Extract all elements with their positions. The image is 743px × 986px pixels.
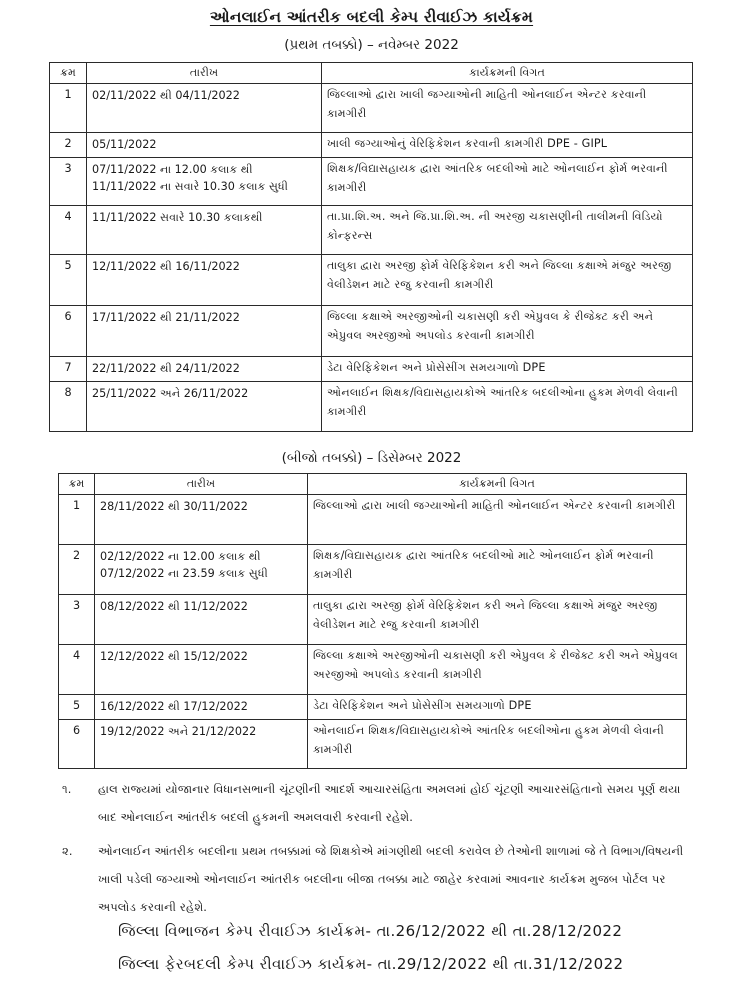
row-serial: 6 [59, 720, 95, 769]
row-date [87, 255, 322, 306]
row-serial: 3 [50, 158, 87, 206]
row-detail: ઓનલાઈન શિક્ષક/વિદ્યાસહાયકોએ આંતરિક બદલીઓના હુકમ મેળવી લેવાની કામગીરી [322, 382, 693, 432]
row-serial: 8 [50, 382, 87, 432]
note-number: ૧. [62, 782, 72, 796]
date-line: 22/11/2022 થી 24/11/2022 [92, 362, 240, 375]
row-serial: 7 [50, 357, 87, 382]
note-text: હાલ રાજ્યમાં યોજાનાર વિધાનસભાની ચૂંટણીની આદર્શ આચારસંહિતા અમલમાં હોઈ ચૂંટણી આચારસંહિતાનો સમય પૂર્ણ થયા બાદ ઓનલાઈન આંતરીક બદલી હુકમની અમલવારી કરવાની રહેશે. [98, 782, 681, 824]
header-serial: ક્રમ [50, 63, 87, 84]
row-detail: જિલ્લાઓ દ્વારા ખાલી જગ્યાઓની માહિતી ઓનલાઈન એન્ટર કરવાની કામગીરી [308, 495, 687, 545]
row-detail: ડેટા વેરિફિકેશન અને પ્રોસેસીંગ સમયગાળો DPE [322, 357, 693, 382]
row-detail: ઓનલાઈન શિક્ષક/વિદ્યાસહાયકોએ આંતરિક બદલીઓના હુકમ મેળવી લેવાની કામગીરી [308, 720, 687, 769]
table-header-row [50, 63, 693, 84]
row-serial: 1 [59, 495, 95, 545]
row-date [95, 645, 308, 695]
table-header-row [59, 474, 687, 495]
row-detail: શિક્ષક/વિદ્યાસહાયક દ્વારા આંતરિક બદલીઓ માટે ઓનલાઈન ફોર્મ ભરવાની કામગીરી [308, 545, 687, 595]
row-date [87, 357, 322, 382]
date-line: 11/11/2022 ના સવારે 10.30 કલાક સુધી [92, 180, 288, 193]
row-detail: જિલ્લાઓ દ્વારા ખાલી જગ્યાઓની માહિતી ઓનલાઈન એન્ટર કરવાની કામગીરી [322, 84, 693, 133]
phase1-heading: (પ્રથમ તબક્કો) – નવેમ્બર 2022 [284, 37, 459, 53]
table-row [50, 255, 693, 306]
header-detail: કાર્યક્રમની વિગત [308, 474, 687, 495]
table-row [59, 645, 687, 695]
row-date [95, 695, 308, 720]
table-row [50, 306, 693, 357]
row-date [87, 158, 322, 206]
header-date: તારીખ [95, 474, 308, 495]
notes-section [50, 775, 690, 927]
row-date [87, 84, 322, 133]
table-row [50, 206, 693, 255]
document-title: ઓનલાઈન આંતરીક બદલી કેમ્પ રીવાઈઝ કાર્યક્રમ [209, 8, 534, 26]
table-row [50, 382, 693, 432]
row-date [87, 382, 322, 432]
date-line: 19/12/2022 અને 21/12/2022 [100, 725, 257, 738]
table-row [59, 495, 687, 545]
footer-line-division-camp: જિલ્લા વિભાજન કેમ્પ રીવાઈઝ કાર્યક્રમ- તા.26/12/2022 થી તા.28/12/2022 [118, 922, 623, 940]
note-number: ૨. [62, 844, 73, 858]
row-serial: 5 [59, 695, 95, 720]
date-line: 25/11/2022 અને 26/11/2022 [92, 387, 249, 400]
date-line: 08/12/2022 થી 11/12/2022 [100, 600, 248, 613]
row-detail: તાલુકા દ્વારા અરજી ફોર્મ વેરિફિકેશન કરી અને જિલ્લા કક્ષાએ મંજુર અરજી વેલીડેશન માટે રજુ કરવાની કામગીરી [322, 255, 693, 306]
note-item [50, 775, 690, 831]
row-date [87, 206, 322, 255]
table-row [50, 84, 693, 133]
row-date [87, 133, 322, 158]
table-row [59, 595, 687, 645]
table-row [59, 720, 687, 769]
table-row [59, 545, 687, 595]
row-serial: 2 [59, 545, 95, 595]
date-line: 12/12/2022 થી 15/12/2022 [100, 650, 248, 663]
date-line: 02/11/2022 થી 04/11/2022 [92, 89, 240, 102]
row-detail: શિક્ષક/વિદ્યાસહાયક દ્વારા આંતરિક બદલીઓ માટે ઓનલાઈન ફોર્મ ભરવાની કામગીરી [322, 158, 693, 206]
row-date [95, 720, 308, 769]
row-serial: 4 [50, 206, 87, 255]
row-serial: 4 [59, 645, 95, 695]
row-detail: ખાલી જગ્યાઓનું વેરિફિકેશન કરવાની કામગીરી DPE - GIPL [322, 133, 693, 158]
row-date [95, 595, 308, 645]
row-detail: તાલુકા દ્વારા અરજી ફોર્મ વેરિફિકેશન કરી અને જિલ્લા કક્ષાએ મંજુર અરજી વેલીડેશન માટે રજુ કરવાની કામગીરી [308, 595, 687, 645]
row-serial: 6 [50, 306, 87, 357]
row-detail: જિલ્લા કક્ષાએ અરજીઓની ચકાસણી કરી એપ્રુવલ કે રીજેક્ટ કરી અને એપ્રુવલ અરજીઓ અપલોડ કરવાની કામગીરી [308, 645, 687, 695]
phase2-heading: (બીજો તબક્કો) – ડિસેમ્બર 2022 [281, 450, 462, 466]
row-date [95, 495, 308, 545]
date-line: 11/11/2022 સવારે 10.30 કલાકથી [92, 211, 263, 224]
row-serial: 2 [50, 133, 87, 158]
row-serial: 1 [50, 84, 87, 133]
table-row [50, 357, 693, 382]
note-item [50, 837, 690, 921]
date-line: 16/12/2022 થી 17/12/2022 [100, 700, 248, 713]
row-date [95, 545, 308, 595]
row-date [87, 306, 322, 357]
header-date: તારીખ [87, 63, 322, 84]
date-line: 17/11/2022 થી 21/11/2022 [92, 311, 240, 324]
table-row [50, 133, 693, 158]
row-serial: 3 [59, 595, 95, 645]
row-serial: 5 [50, 255, 87, 306]
row-detail: ડેટા વેરિફિકેશન અને પ્રોસેસીંગ સમયગાળો DPE [308, 695, 687, 720]
phase1-schedule-table [49, 62, 693, 432]
date-line: 28/11/2022 થી 30/11/2022 [100, 500, 248, 513]
row-detail: જિલ્લા કક્ષાએ અરજીઓની ચકાસણી કરી એપ્રુવલ કે રીજેક્ટ કરી અને એપ્રુવલ અરજીઓ અપલોડ કરવાની કામગીરી [322, 306, 693, 357]
date-line: 05/11/2022 [92, 138, 157, 151]
phase2-schedule-table [58, 473, 687, 769]
header-serial: ક્રમ [59, 474, 95, 495]
table-row [59, 695, 687, 720]
row-detail: તા.પ્રા.શિ.અ. અને જિ.પ્રા.શિ.અ. ની અરજી ચકાસણીની તાલીમની વિડિયો કોન્ફરન્સ [322, 206, 693, 255]
header-detail: કાર્યક્રમની વિગત [322, 63, 693, 84]
date-line: 02/12/2022 ના 12.00 કલાક થી [100, 550, 261, 563]
date-line: 07/12/2022 ના 23.59 કલાક સુધી [100, 567, 268, 580]
note-text: ઓનલાઈન આંતરીક બદલીના પ્રથમ તબક્કામાં જે શિક્ષકોએ માંગણીથી બદલી કરાવેલ છે તેઓની શાળામાં જે તે વિભાગ/વિષયની ખાલી પડેલી જગ્યાઓ ઓનલાઈન આંતરીક બદલીના બીજા તબક્કા માટે જાહેર કરવામાં આવનાર કાર્યક્રમ મુજબ પોર્ટલ પર અપલોડ કરવાની રહેશે. [98, 844, 684, 914]
date-line: 12/11/2022 થી 16/11/2022 [92, 260, 240, 273]
footer-line-transfer-camp: જિલ્લા ફેરબદલી કેમ્પ રીવાઈઝ કાર્યક્રમ- તા.29/12/2022 થી તા.31/12/2022 [118, 955, 624, 973]
date-line: 07/11/2022 ના 12.00 કલાક થી [92, 163, 253, 176]
table-row [50, 158, 693, 206]
